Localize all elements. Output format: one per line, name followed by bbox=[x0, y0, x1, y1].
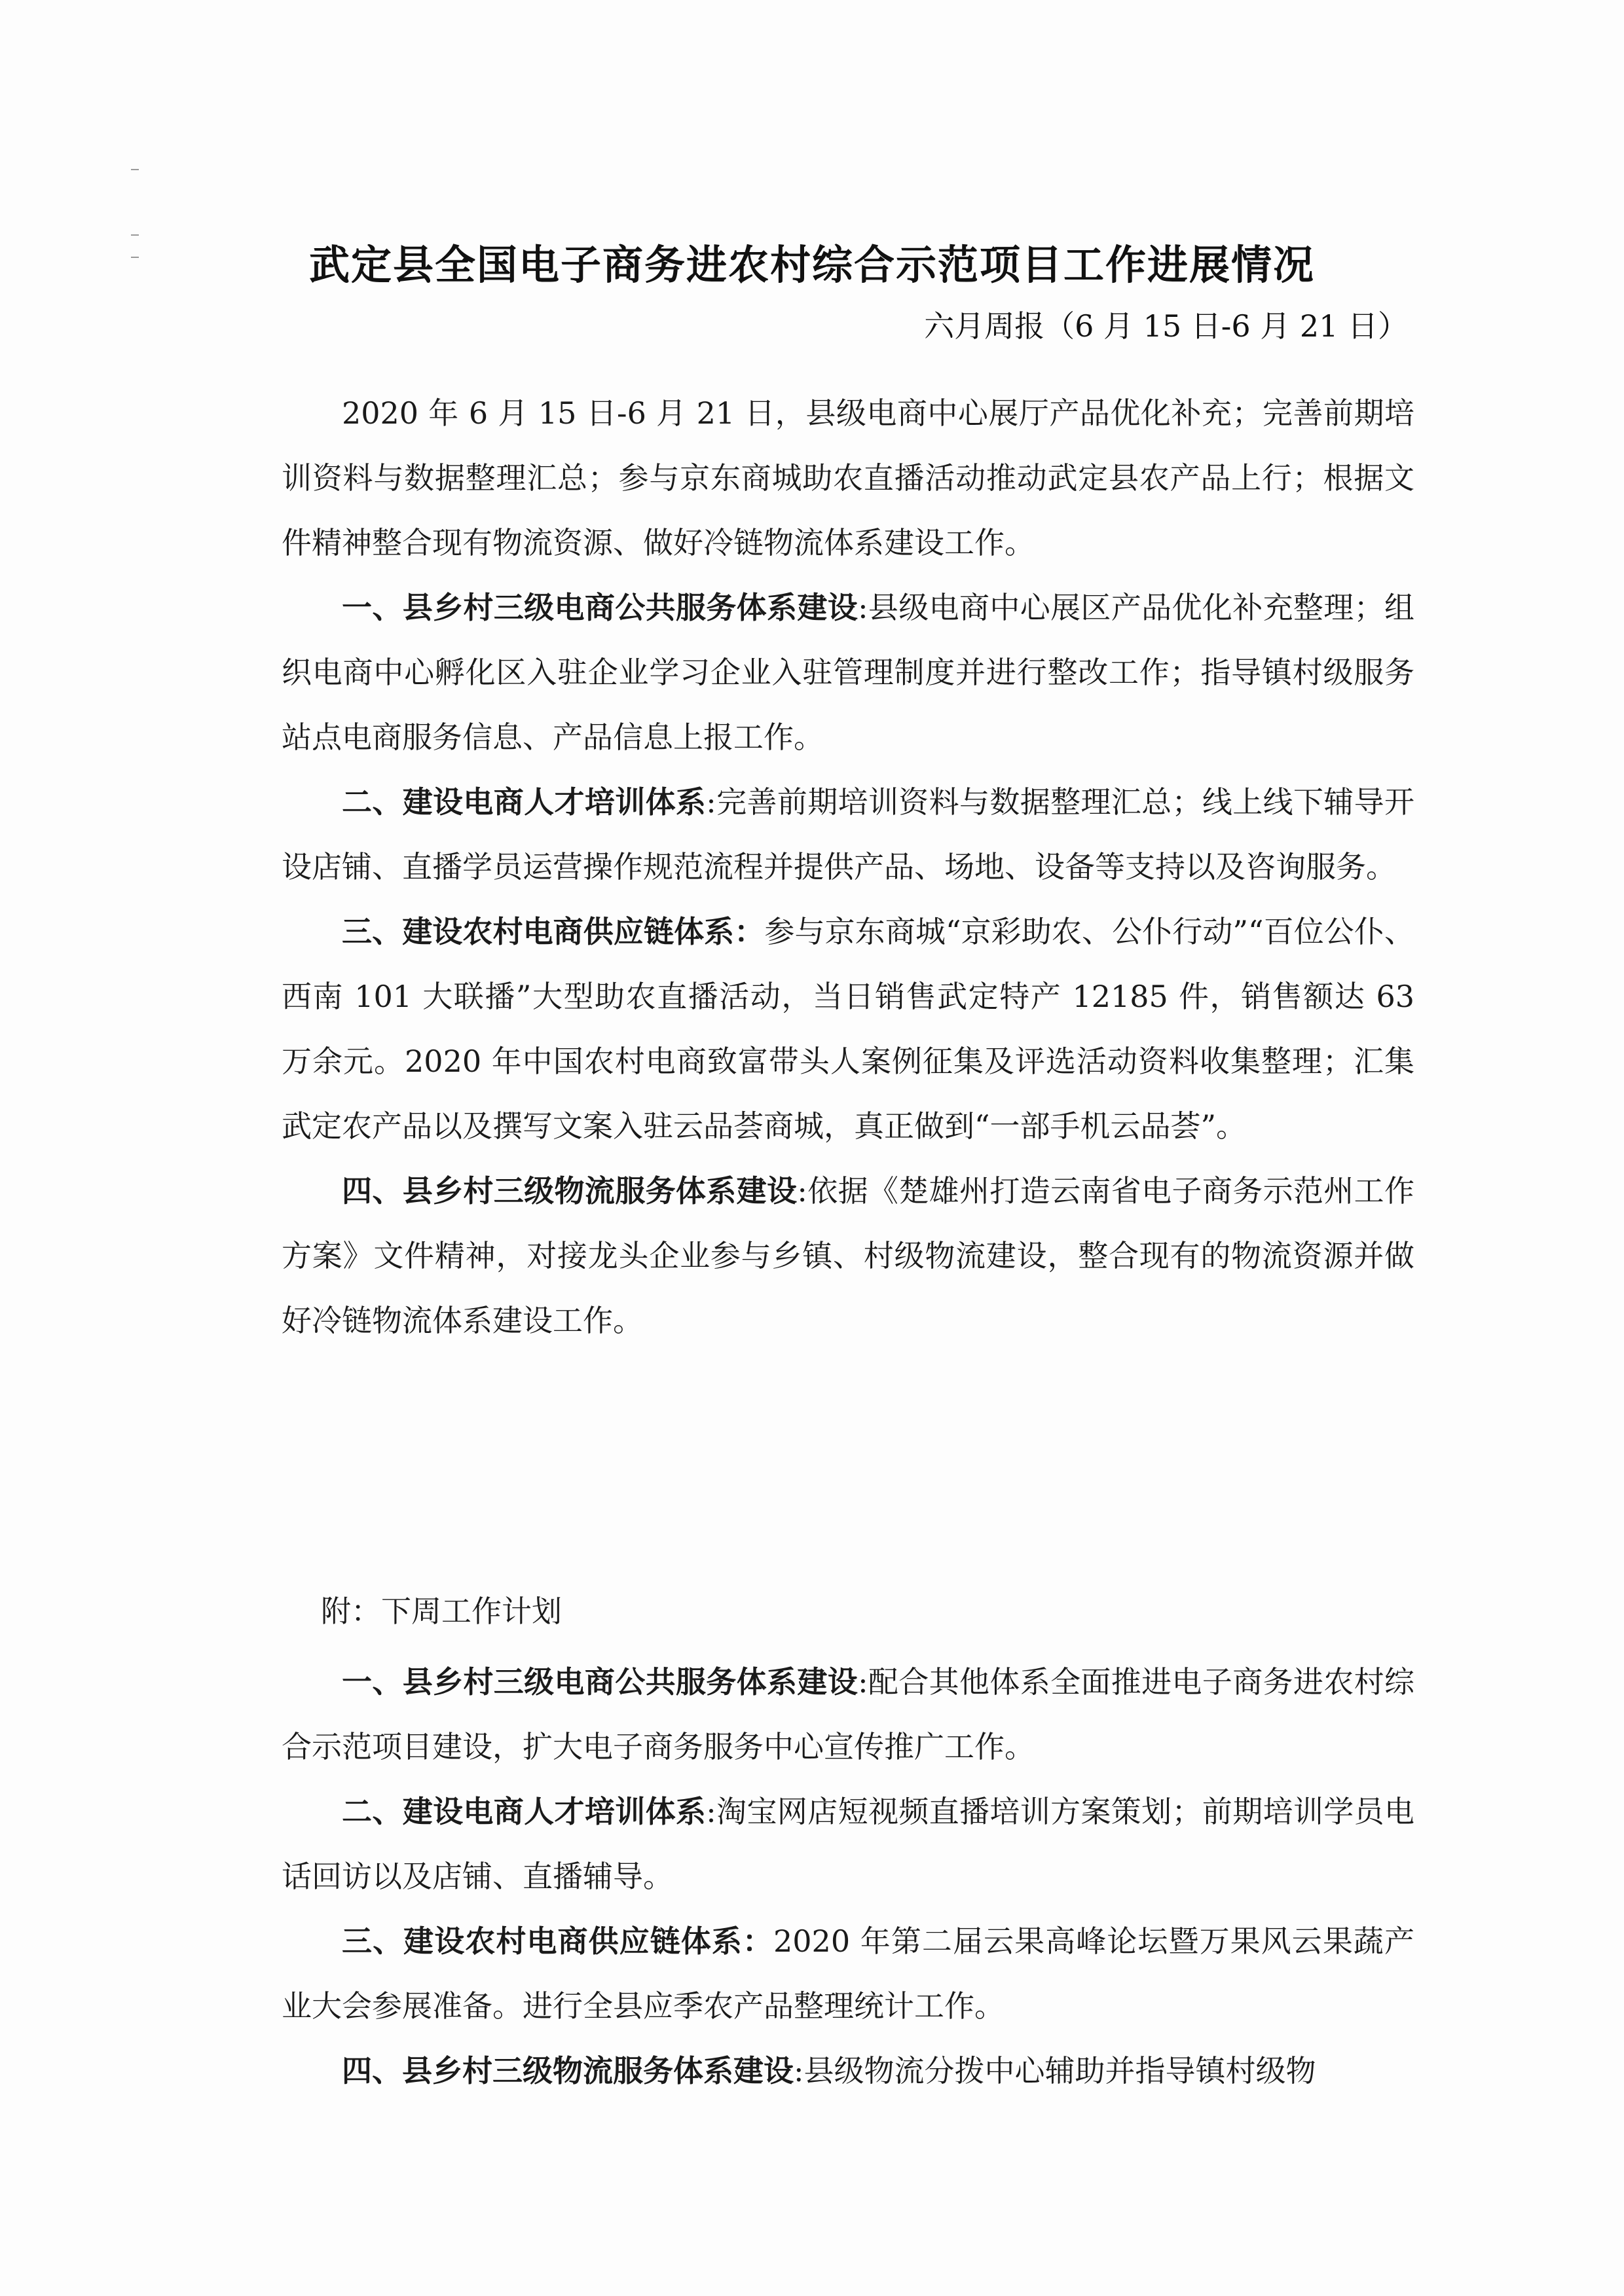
appendix-paragraph bbox=[282, 1909, 1414, 2039]
appendix-heading: 一、县乡村三级电商公共服务体系建设 bbox=[342, 1664, 858, 1700]
appendix-paragraph bbox=[282, 2039, 1414, 2104]
scan-mark bbox=[131, 169, 139, 170]
appendix-title: 附：下周工作计划 bbox=[321, 1594, 562, 1629]
appendix-paragraph bbox=[282, 1650, 1414, 1779]
intro-paragraph: 2020 年 6 月 15 日-6 月 21 日，县级电商中心展厅产品优化补充；完善前期培训资料与数据整理汇总；参与京东商城助农直播活动推动武定县农产品上行；根据文件精神整合现有物流资源、做好冷链物流体系建设工作。 bbox=[282, 395, 1414, 560]
appendix-body bbox=[282, 1650, 1414, 2104]
section-heading: 一、县乡村三级电商公共服务体系建设 bbox=[342, 590, 858, 625]
section-paragraph bbox=[282, 575, 1414, 770]
section-paragraph bbox=[282, 900, 1414, 1159]
appendix-text: :淘宝网店短视频直播培训方案策划；前期培训学员电话回访以及店铺、直播辅导。 bbox=[282, 1794, 1415, 1894]
appendix-text: :配合其他体系全面推进电子商务进农村综合示范项目建设，扩大电子商务服务中心宣传推广工作。 bbox=[282, 1664, 1415, 1764]
section-heading: 二、建设电商人才培训体系 bbox=[342, 784, 707, 820]
section-paragraph bbox=[282, 1159, 1414, 1353]
document-title: 武定县全国电子商务进农村综合示范项目工作进展情况 bbox=[308, 241, 1315, 289]
section-text: :县级电商中心展区产品优化补充整理；组织电商中心孵化区入驻企业学习企业入驻管理制度并进行整改工作；指导镇村级服务站点电商服务信息、产品信息上报工作。 bbox=[282, 590, 1415, 755]
section-heading: 三、建设农村电商供应链体系： bbox=[342, 914, 765, 949]
document-subtitle: 六月周报（6 月 15 日-6 月 21 日） bbox=[924, 308, 1408, 344]
report-body bbox=[282, 381, 1414, 1353]
section-paragraph bbox=[282, 770, 1414, 900]
section-text: :完善前期培训资料与数据整理汇总；线上线下辅导开设店铺、直播学员运营操作规范流程并提供产品、场地、设备等支持以及咨询服务。 bbox=[282, 784, 1415, 884]
section-text: :依据《楚雄州打造云南省电子商务示范州工作方案》文件精神，对接龙头企业参与乡镇、村级物流建设，整合现有的物流资源并做好冷链物流体系建设工作。 bbox=[282, 1173, 1415, 1338]
appendix-paragraph bbox=[282, 1779, 1414, 1909]
appendix-heading: 二、建设电商人才培训体系 bbox=[342, 1794, 707, 1829]
appendix-text: 2020 年第二届云果高峰论坛暨万果风云果蔬产业大会参展准备。进行全县应季农产品整理统计工作。 bbox=[282, 1923, 1414, 2024]
appendix-heading: 三、建设农村电商供应链体系： bbox=[342, 1923, 774, 1959]
appendix-heading: 四、县乡村三级物流服务体系建设 bbox=[342, 2053, 794, 2088]
section-text: 参与京东商城“京彩助农、公仆行动”“百位公仆、西南 101 大联播”大型助农直播活动，当日销售武定特产 12185 件，销售额达 63 万余元。2020 年中国农村电商致富带头人案例征集及评选活动资料收集整理；汇集武定农产品以及撰写文案入驻云品荟商城，真正做到“一部手机云品荟”。 bbox=[282, 914, 1414, 1144]
appendix-text: :县级物流分拨中心辅助并指导镇村级物 bbox=[794, 2053, 1316, 2088]
section-heading: 四、县乡村三级物流服务体系建设 bbox=[342, 1173, 798, 1209]
